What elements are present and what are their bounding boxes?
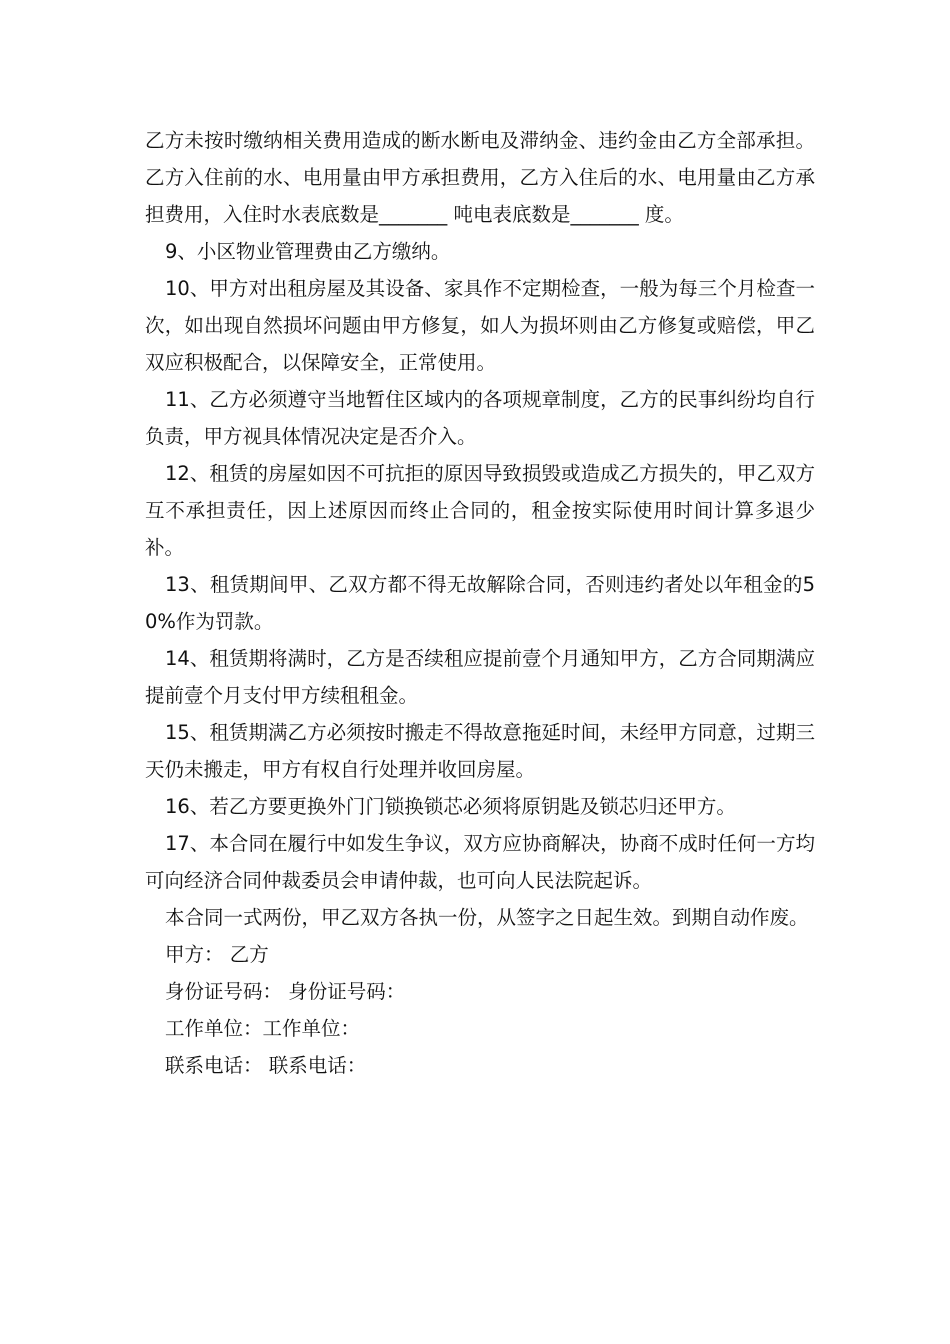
clause-10: 10、甲方对出租房屋及其设备、家具作不定期检查，一般为每三个月检查一次，如出现自然损坏问题由甲方修复，如人为损坏则由乙方修复或赔偿，甲乙双应积极配合，以保障安全，正常使用。 <box>145 277 815 374</box>
clause-17: 17、本合同在履行中如发生争议，双方应协商解决，协商不成时任何一方均可向经济合同仲裁委员会申请仲裁，也可向人民法院起诉。 <box>145 832 815 892</box>
clause-16: 16、若乙方要更换外门门锁换锁芯必须将原钥匙及锁芯归还甲方。 <box>165 795 736 818</box>
clause-14: 14、租赁期将满时，乙方是否续租应提前壹个月通知甲方，乙方合同期满应提前壹个月支付甲方续租租金。 <box>145 647 815 707</box>
clause-12: 12、租赁的房屋如因不可抗拒的原因导致损毁或造成乙方损失的，甲乙双方互不承担责任，因上述原因而终止合同的，租金按实际使用时间计算多退少补。 <box>145 462 815 559</box>
signature-phone: 联系电话： 联系电话： <box>165 1054 367 1077</box>
clause-9: 9、小区物业管理费由乙方缴纳。 <box>165 240 451 263</box>
clause-15: 15、租赁期满乙方必须按时搬走不得故意拖延时间，未经甲方同意，过期三天仍未搬走，甲方有权自行处理并收回房屋。 <box>145 721 815 781</box>
clause-11: 11、乙方必须遵守当地暂住区域内的各项规章制度，乙方的民事纠纷均自行负责，甲方视具体情况决定是否介入。 <box>145 388 815 448</box>
document-body <box>145 122 815 1084</box>
signature-work-unit: 工作单位：工作单位： <box>165 1017 361 1040</box>
paragraph-utilities: 乙方未按时缴纳相关费用造成的断水断电及滞纳金、违约金由乙方全部承担。乙方入住前的水、电用量由甲方承担费用，乙方入住后的水、电用量由乙方承担费用，入住时水表底数是_______ 吨电表底数是_______ 度。 <box>145 129 815 226</box>
effective-clause: 本合同一式两份，甲乙双方各执一份，从签字之日起生效。到期自动作废。 <box>165 906 809 929</box>
clause-13: 13、租赁期间甲、乙双方都不得无故解除合同，否则违约者处以年租金的50%作为罚款。 <box>145 573 815 633</box>
signature-id-number: 身份证号码： 身份证号码： <box>165 980 406 1003</box>
signature-parties: 甲方： 乙方 <box>165 943 269 966</box>
